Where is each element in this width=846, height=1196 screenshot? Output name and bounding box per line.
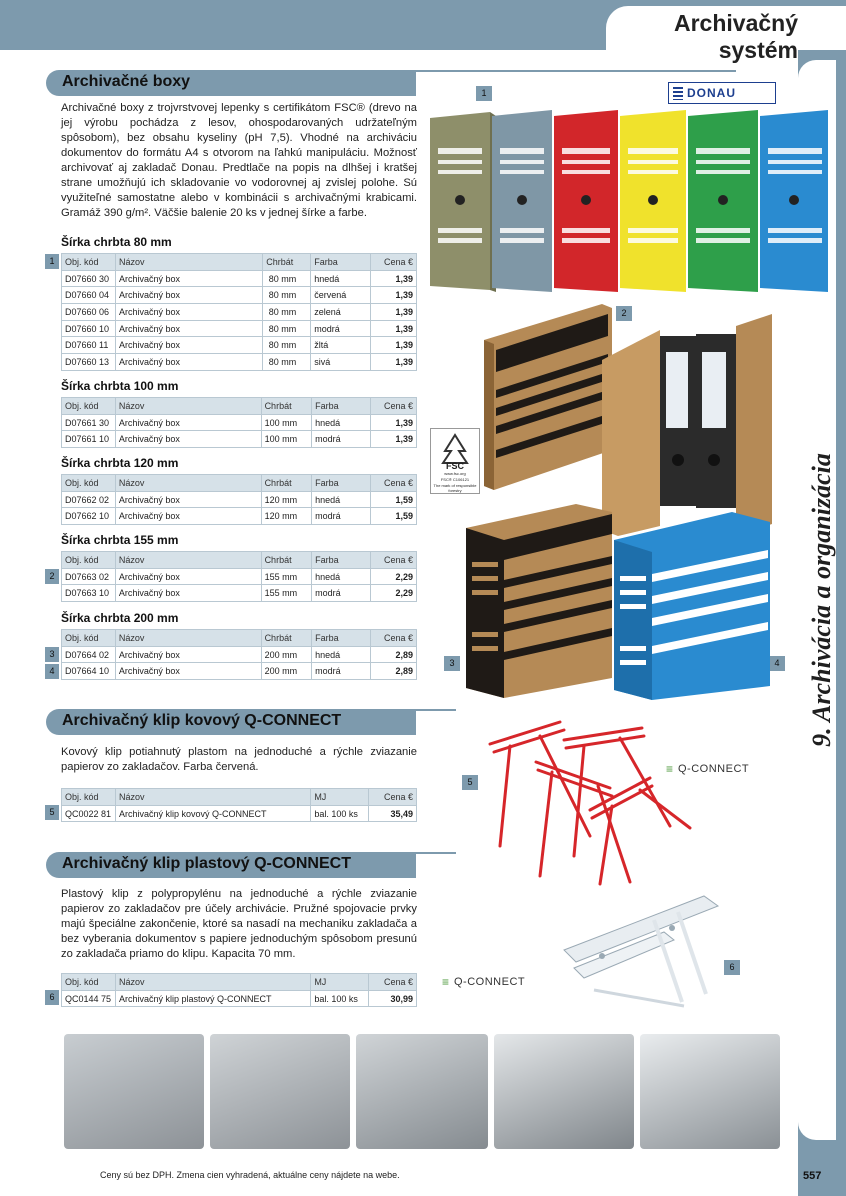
column-header: Cena € [371,630,417,647]
section-title-plastic-clip: Archivačný klip plastový Q-CONNECT [46,852,416,878]
cell-name: Archivačný box [115,337,262,354]
footer-note: Ceny sú bez DPH. Zmena cien vyhradená, aktuálne ceny nájdete na webe. [100,1170,400,1180]
cell-name: Archivačný box [115,414,261,431]
cell-name: Archivačný box [115,354,262,371]
photo-red-metal-clips [480,716,710,886]
column-header: Chrbát [261,398,312,415]
column-header: Chrbát [263,254,311,271]
boxes-table [61,253,417,371]
photo-blue-box [612,510,772,700]
table-row [62,354,417,371]
cell-color: hnedá [312,414,371,431]
column-header: Cena € [371,552,417,569]
photo-white-plastic-clip [554,890,724,1020]
column-header: Chrbát [261,475,312,492]
image-badge: 3 [444,656,460,671]
section-rule [416,709,456,711]
boxes-table [61,397,417,448]
column-header: Názov [115,398,261,415]
column-header: Farba [311,254,371,271]
column-header: Farba [312,398,371,415]
table-row [62,337,417,354]
table-row [62,320,417,337]
cell-color: hnedá [311,270,371,287]
column-header: Obj. kód [62,475,116,492]
cell-code: D07664 10 [62,663,116,680]
column-header: Cena € [371,475,417,492]
photo-step-4 [494,1034,634,1149]
cell-color: zelená [311,304,371,321]
cell-spine: 80 mm [263,320,311,337]
section-title-metal-clip: Archivačný klip kovový Q-CONNECT [46,709,416,735]
table-row [62,491,417,508]
cell-code: D07662 10 [62,508,116,525]
table-row [62,585,417,602]
column-header: Obj. kód [62,974,116,991]
image-badge: 1 [476,86,492,101]
cell-price: 1,39 [371,414,417,431]
cell-price: 2,89 [371,663,417,680]
column-header: Obj. kód [62,552,116,569]
cell-code: D07660 10 [62,320,116,337]
cell-unit: bal. 100 ks [311,805,369,822]
cell-price: 1,39 [371,287,417,304]
image-badge: 6 [724,960,740,975]
section-rule [416,852,456,854]
cell-price: 1,39 [371,337,417,354]
cell-name: Archivačný box [115,568,261,585]
photo-step-2 [210,1034,350,1149]
image-badge: 4 [769,656,785,671]
spine-width-heading: Šírka chrbta 80 mm [61,235,172,249]
column-header: Farba [312,630,371,647]
cell-color: modrá [311,320,371,337]
cell-code: D07660 13 [62,354,116,371]
column-header: Obj. kód [62,630,116,647]
column-header: Farba [312,475,371,492]
cell-name: Archivačný box [115,287,262,304]
cell-name: Archivačný box [115,304,262,321]
cell-price: 1,39 [371,270,417,287]
cell-name: Archivačný box [115,431,261,448]
cell-name: Archivačný box [115,646,261,663]
plastic-clip-description: Plastový klip z polypropylénu na jednoduché a rýchle zviazanie papierov zo zakladačov pre účely archivácie. Pružné spojovacie prvky majú špeciálne zakončenie, ktoré sa nasadí na mechaniku zakladača a bez vyberania dokumentov s papiere jednoduchým spôsobom presunú zo zakladača priamo do klipu. Kapacita 70 mm. [61,888,417,960]
row-marker: 3 [45,647,59,662]
table-row [62,270,417,287]
cell-price: 2,29 [371,568,417,585]
spine-width-heading: Šírka chrbta 155 mm [61,533,179,547]
cell-color: modrá [312,431,371,448]
chapter-tab-label: 9. Archivácia a organizácia [807,453,836,747]
cell-spine: 100 mm [261,414,312,431]
photo-brown-box-large [464,502,614,698]
column-header: MJ [311,789,369,806]
donau-logo: DONAU [668,82,776,104]
row-marker: 6 [45,990,59,1005]
metal-clip-description: Kovový klip potiahnutý plastom na jednoduché a rýchle zviazanie papierov zo zakladačov. Farba červená. [61,746,417,773]
photo-step-1 [64,1034,204,1149]
column-header: Chrbát [261,552,312,569]
column-header: Názov [115,475,261,492]
cell-spine: 80 mm [263,287,311,304]
cell-color: hnedá [312,491,371,508]
cell-spine: 200 mm [261,663,312,680]
cell-price: 1,39 [371,431,417,448]
cell-code: D07663 02 [62,568,116,585]
cell-name: Archivačný box [115,508,261,525]
row-marker: 2 [45,569,59,584]
cell-name: Archivačný box [115,585,261,602]
table-row [62,646,417,663]
cell-code: QC0022 81 [62,805,116,822]
spine-width-heading: Šírka chrbta 120 mm [61,456,179,470]
column-header: Názov [115,974,310,991]
boxes-description: Archivačné boxy z trojvrstvovej lepenky s certifikátom FSC® (drevo na jej výrobu pochádza z lesov, ohospodarovaných udržateľným spôsobom), bez obsahu kyseliny (pH 7,5). Vhodné na archiváciu dokumentov do formátu A4 s otvorom na ľahkú manipuláciu. Možnosť archivovať aj zakladač Donau. Predtlače na popis na dlhšej i kratšej strane umožňujú ich skladovanie vo vodorovnej aj zvislej polohe. Sú využiteľné samostatne alebo v kombinácii s archivačnými krabicami. Gramáž 390 g/m². Väčšie balenie 20 ks v jednej šírke a farbe. [61,102,417,219]
cell-name: Archivačný box [115,491,261,508]
cell-price: 1,39 [371,304,417,321]
column-header: Názov [115,789,310,806]
column-header: MJ [311,974,369,991]
qconnect-logo: ≡ Q-CONNECT [442,975,526,989]
cell-spine: 80 mm [263,304,311,321]
cell-spine: 100 mm [261,431,312,448]
table-row [62,663,417,680]
photo-step-5 [640,1034,780,1149]
column-header: Názov [115,552,261,569]
column-header: Cena € [369,974,417,991]
row-marker: 4 [45,664,59,679]
column-header: Farba [312,552,371,569]
cell-name: Archivačný klip plastový Q-CONNECT [115,990,310,1007]
qconnect-mark-icon: ≡ [442,975,450,989]
qconnect-mark-icon: ≡ [666,762,674,776]
cell-spine: 155 mm [261,585,312,602]
cell-color: sivá [311,354,371,371]
table-row [62,431,417,448]
cell-spine: 80 mm [263,354,311,371]
cell-name: Archivačný box [115,320,262,337]
section-rule [416,70,736,72]
cell-price: 30,99 [369,990,417,1007]
table-row [62,508,417,525]
cell-code: D07664 02 [62,646,116,663]
table-row [62,805,417,822]
cell-price: 2,89 [371,646,417,663]
cell-spine: 155 mm [261,568,312,585]
cell-code: D07660 04 [62,287,116,304]
cell-code: D07661 10 [62,431,116,448]
cell-name: Archivačný klip kovový Q-CONNECT [115,805,310,822]
column-header: Obj. kód [62,254,116,271]
row-marker: 1 [45,254,59,269]
column-header: Názov [115,630,261,647]
photo-step-3 [356,1034,488,1149]
cell-code: D07660 30 [62,270,116,287]
cell-color: hnedá [312,568,371,585]
photo-colored-boxes [428,108,828,296]
image-badge: 2 [616,306,632,321]
cell-name: Archivačný box [115,270,262,287]
cell-spine: 120 mm [261,508,312,525]
cell-price: 1,39 [371,320,417,337]
boxes-table [61,551,417,602]
column-header: Cena € [369,789,417,806]
spine-width-heading: Šírka chrbta 200 mm [61,611,179,625]
plastic-clip-table [61,973,417,1007]
page-number: 557 [803,1170,822,1182]
cell-spine: 200 mm [261,646,312,663]
row-marker: 5 [45,805,59,820]
column-header: Chrbát [261,630,312,647]
cell-color: červená [311,287,371,304]
spine-width-heading: Šírka chrbta 100 mm [61,379,179,393]
cell-spine: 80 mm [263,270,311,287]
cell-color: žltá [311,337,371,354]
cell-price: 1,59 [371,508,417,525]
image-badge: 5 [462,775,478,790]
cell-code: D07662 02 [62,491,116,508]
cell-price: 1,39 [371,354,417,371]
column-header: Cena € [371,398,417,415]
fsc-logo: FSC www.fsc.org FSC® C106121 The mark of responsible forestry [430,428,480,494]
boxes-table [61,629,417,680]
cell-price: 2,29 [371,585,417,602]
cell-price: 1,59 [371,491,417,508]
cell-code: D07661 30 [62,414,116,431]
cell-color: modrá [312,508,371,525]
table-row [62,990,417,1007]
column-header: Obj. kód [62,398,116,415]
cell-spine: 80 mm [263,337,311,354]
cell-price: 35,49 [369,805,417,822]
column-header: Obj. kód [62,789,116,806]
cell-code: D07663 10 [62,585,116,602]
boxes-table [61,474,417,525]
table-row [62,568,417,585]
donau-waves-icon [673,87,683,100]
cell-name: Archivačný box [115,663,261,680]
table-row [62,304,417,321]
cell-code: D07660 06 [62,304,116,321]
page-title: Archivačný systém [606,6,846,50]
cell-spine: 120 mm [261,491,312,508]
cell-color: modrá [312,585,371,602]
cell-color: modrá [312,663,371,680]
cell-code: QC0144 75 [62,990,116,1007]
section-title-boxes: Archivačné boxy [46,70,416,96]
column-header: Cena € [371,254,417,271]
cell-color: hnedá [312,646,371,663]
qconnect-logo: ≡ Q-CONNECT [666,762,750,776]
cell-unit: bal. 100 ks [311,990,369,1007]
column-header: Názov [115,254,262,271]
table-row [62,287,417,304]
metal-clip-table [61,788,417,822]
table-row [62,414,417,431]
cell-code: D07660 11 [62,337,116,354]
